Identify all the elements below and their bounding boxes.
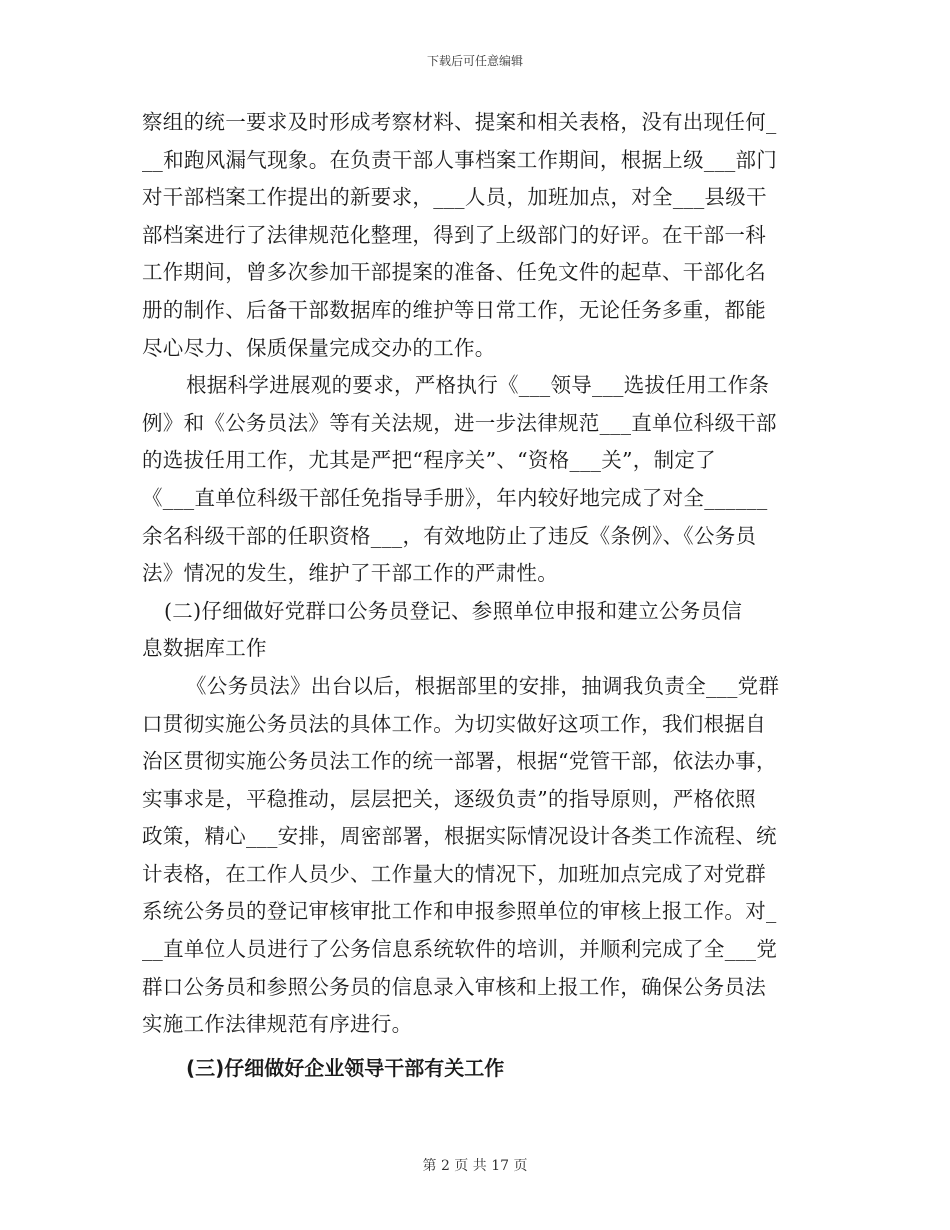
text-line: 群口公务员和参照公务员的信息录入审核和上报工作，确保公务员法 xyxy=(142,974,766,999)
text-line: 实事求是，平稳推动，层层把关，逐级负责”的指导原则，严格依照 xyxy=(142,786,756,811)
text-line: 实施工作法律规范有序进行。 xyxy=(142,1012,413,1037)
text-line-indented: 《公务员法》出台以后，根据部里的安排，抽调我负责全___党群 xyxy=(186,673,780,698)
paragraph-1 xyxy=(142,104,808,367)
text-line: 例》和《公务员法》等有关法规，进一步法律规范___直单位科级干部 xyxy=(142,410,777,435)
paragraph-2 xyxy=(142,367,808,593)
text-line: 政策，精心___安排，周密部署，根据实际情况设计各类工作流程、统 xyxy=(142,824,777,849)
text-line-indented: 根据科学进展观的要求，严格执行《___领导___选拔任用工作条 xyxy=(186,373,770,398)
text-line: 口贯彻实施公务员法的具体工作。为切实做好这项工作，我们根据自 xyxy=(142,711,766,736)
page-header: 下载后可任意编辑 xyxy=(426,54,523,68)
document-body xyxy=(142,104,808,1087)
text-line: 余名科级干部的任职资格___，有效地防止了违反《条例》、《公务员 xyxy=(142,523,757,548)
text-line: 对干部档案工作提出的新要求，___人员，加班加点，对全___县级干 xyxy=(142,185,767,210)
text-line: 法》情况的发生，维护了干部工作的严肃性。 xyxy=(142,561,558,586)
text-line: 册的制作、后备干部数据库的维护等日常工作，无论任务多重，都能 xyxy=(142,297,766,322)
section-heading-2 xyxy=(142,593,808,668)
text-line: 息数据库工作 xyxy=(142,636,267,661)
text-line: 的选拔任用工作，尤其是严把“程序关”、“资格___关”，制定了 xyxy=(142,448,716,473)
text-line-indented: (二)仔细做好党群口公务员登记、参照单位申报和建立公务员信 xyxy=(164,598,743,623)
text-line: 计表格，在工作人员少、工作量大的情况下，加班加点完成了对党群 xyxy=(142,861,766,886)
page-footer: 第 2 页 共 17 页 xyxy=(422,1158,528,1174)
text-line: __直单位人员进行了公务信息系统软件的培训，并顺利完成了全___党 xyxy=(142,937,778,962)
text-line: 工作期间，曾多次参加干部提案的准备、任免文件的起草、干部化名 xyxy=(142,260,766,285)
text-line: __和跑风漏气现象。在负责干部人事档案工作期间，根据上级___部门 xyxy=(142,147,778,172)
text-line: 《___直单位科级干部任免指导手册》，年内较好地完成了对全______ xyxy=(142,485,768,510)
text-line: 治区贯彻实施公务员法工作的统一部署，根据“党管干部，依法办事， xyxy=(142,749,777,774)
text-line: 部档案进行了法律规范化整理，得到了上级部门的好评。在干部一科 xyxy=(142,222,766,247)
section-heading-3: (三)仔细做好企业领导干部有关工作 xyxy=(186,1055,505,1080)
paragraph-3 xyxy=(142,668,808,1044)
text-line: 系统公务员的登记审核审批工作和申报参照单位的审核上报工作。对_ xyxy=(142,899,777,924)
text-line: 尽心尽力、保质保量完成交办的工作。 xyxy=(142,335,496,360)
text-line: 察组的统一要求及时形成考察材料、提案和相关表格，没有出现任何_ xyxy=(142,110,777,134)
